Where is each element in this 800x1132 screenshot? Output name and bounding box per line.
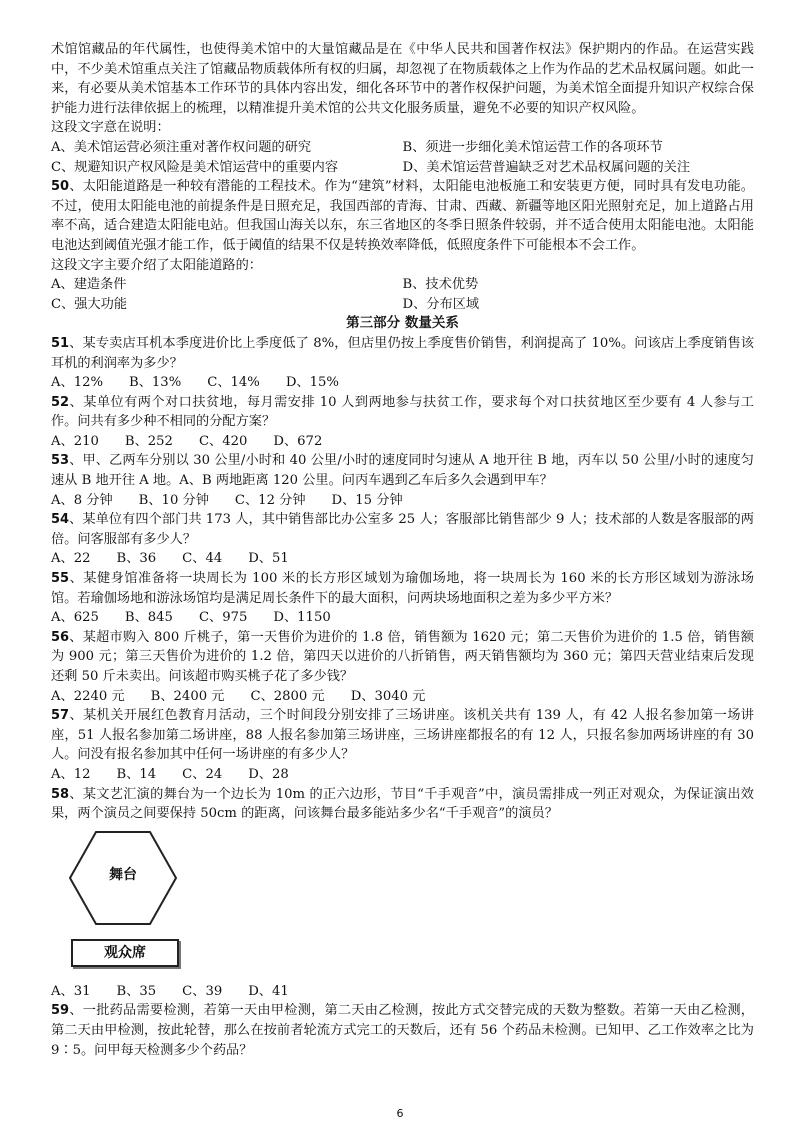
option-b[interactable]: B、10 分钟 (138, 492, 209, 508)
q49-option-a[interactable]: A、美术馆运营必须注重对著作权问题的研究 (51, 139, 312, 155)
question-number: 58 (51, 786, 70, 802)
option-c[interactable]: C、24 (182, 766, 223, 782)
option-d[interactable]: D、41 (248, 983, 289, 999)
option-a[interactable]: A、2240 元 (51, 688, 125, 704)
question-56-options (51, 687, 754, 707)
q49-passage: 术馆馆藏品的年代属性，也使得美术馆中的大量馆藏品是在《中华人民共和国著作权法》保护期内的作品。在运营实践中，不少美术馆重点关注了馆藏品物质载体所有权的归属，却忽视了在物质载体之上作为作品的艺术品权属问题。如此一来，有必要从美术馆基本工作环节的具体内容出发，细化各环节中的著作权保护问题，为美术馆全面提升知识产权综合保护能力进行法律依据上的梳理，以精准提升美术馆的公共文化服务质量，避免不必要的知识产权风险。 (51, 42, 754, 116)
stage-label: 舞台 (109, 866, 137, 883)
question-text: 、某专卖店耳机本季度进价比上季度低了 8%，但店里仍按上季度售价销售，利润提高了 10%。问该店上季度销售该耳机的利润率为多少？ (51, 335, 754, 371)
option-b[interactable]: B、252 (124, 433, 173, 449)
q50-passage (51, 177, 754, 255)
question-text: 、某单位有四个部门共 173 人，其中销售部比办公室多 25 人；客服部比销售部少 9 人；技术部的人数是客服部的两倍。问客服部有多少人？ (51, 512, 754, 547)
q49-option-b[interactable]: B、须进一步细化美术馆运营工作的各项环节 (402, 139, 663, 155)
q49-options (51, 138, 754, 177)
option-c[interactable]: C、44 (182, 551, 223, 567)
question-58-options (51, 982, 754, 1002)
option-b[interactable]: B、845 (124, 610, 173, 626)
question-text: 、某文艺汇演的舞台为一个边长为 10m 的正六边形，节目“千手观音”中，演员需排成一列正对观众，为保证演出效果，两个演员之间要保持 50cm 的距离，问该舞台最多能站多少名“千手观音”的演员？ (51, 786, 754, 822)
audience-box: 观众席 (71, 939, 179, 967)
question-59 (51, 1001, 754, 1060)
question-text: 、某健身馆准备将一块周长为 100 米的长方形区域划为瑜伽场地，将一块周长为 160 米的长方形区域划为游泳场馆。若瑜伽场地和游泳场馆均是满足周长条件下的最大面积，问两块场地面积之差为多少平方米？ (51, 571, 754, 606)
section-title: 第三部分 数量关系 (346, 315, 459, 332)
option-a[interactable]: A、210 (51, 433, 99, 449)
question-number: 52 (51, 394, 70, 410)
option-c[interactable]: C、39 (182, 983, 223, 999)
question-54 (51, 510, 754, 549)
question-58 (51, 785, 754, 824)
question-number: 53 (51, 453, 70, 469)
q49-option-d[interactable]: D、美术馆运营普遍缺乏对艺术品权属问题的关注 (402, 159, 691, 175)
question-number: 54 (51, 512, 70, 528)
option-d[interactable]: D、672 (273, 433, 323, 449)
question-51 (51, 334, 754, 373)
question-55 (51, 569, 754, 608)
stage-figure (51, 824, 754, 982)
question-number: 55 (51, 571, 70, 587)
option-a[interactable]: A、8 分钟 (51, 492, 113, 508)
question-number: 57 (51, 708, 70, 724)
question-55-options (51, 608, 754, 628)
option-d[interactable]: D、28 (248, 766, 289, 782)
stage-hexagon (68, 830, 178, 926)
q50-option-a[interactable]: A、建造条件 (51, 277, 127, 293)
question-number: 56 (51, 629, 70, 645)
option-d[interactable]: D、15% (285, 375, 339, 391)
question-57-options (51, 765, 754, 785)
option-d[interactable]: D、3040 元 (350, 688, 426, 704)
question-51-options (51, 373, 754, 393)
q50-options (51, 275, 754, 314)
question-53-options (51, 491, 754, 511)
option-b[interactable]: B、14 (116, 766, 157, 782)
question-53 (51, 451, 754, 490)
option-a[interactable]: A、12 (51, 766, 91, 782)
question-56 (51, 628, 754, 687)
option-a[interactable]: A、22 (51, 551, 91, 567)
question-52-options (51, 432, 754, 452)
page-content (51, 40, 754, 1060)
q50-prompt: 这段文字主要介绍了太阳能道路的： (51, 257, 262, 273)
question-54-options (51, 549, 754, 569)
option-d[interactable]: D、15 分钟 (331, 492, 403, 508)
option-b[interactable]: B、13% (129, 375, 182, 391)
q50-option-c[interactable]: C、强大功能 (51, 296, 128, 312)
option-a[interactable]: A、12% (51, 375, 104, 391)
question-52 (51, 393, 754, 432)
page-number: 6 (396, 1107, 404, 1120)
q49-option-c[interactable]: C、规避知识产权风险是美术馆运营中的重要内容 (51, 159, 339, 175)
question-number: 59 (51, 1003, 70, 1019)
question-text: 、某超市购入 800 斤桃子，第一天售价为进价的 1.8 倍，销售额为 1620 元；第二天售价为进价的 1.5 倍，销售额为 900 元；第三天售价为进价的 1.2 倍，第四天以进价的八折销售，两天销售额均为 360 元；第四天营业结束后发现还剩 50 斤未卖出。问该超市购买桃子花了多少钱？ (51, 629, 754, 684)
question-number: 51 (51, 335, 70, 351)
q50-text: 、太阳能道路是一种较有潜能的工程技术。作为“建筑”材料，太阳能电池板施工和安装更方便，同时具有发电功能。不过，使用太阳能电池的前提条件是日照充足，我国西部的青海、甘肃、西藏、新疆等地区阳光照射充足，加上道路占用率不高，适合建造太阳能电站。但我国山海关以东，东三省地区的冬季日照条件较弱，并不适合使用太阳能电池。太阳能电池达到阈值光强才能工作，低于阈值的结果不仅是转换效率降低，低照度条件下可能根本不会工作。 (51, 179, 754, 253)
option-c[interactable]: C、12 分钟 (234, 492, 306, 508)
q50-number: 50 (51, 179, 70, 195)
option-a[interactable]: A、625 (51, 610, 99, 626)
option-a[interactable]: A、31 (51, 983, 91, 999)
option-d[interactable]: D、1150 (273, 610, 331, 626)
option-c[interactable]: C、975 (198, 610, 248, 626)
option-c[interactable]: C、2800 元 (250, 688, 325, 704)
question-text: 、一批药品需要检测，若第一天由甲检测，第二天由乙检测，按此方式交替完成的天数为整数。若第一天由乙检测，第二天由甲检测，按此轮替，那么在按前者轮流方式完工的天数后，还有 56 个药品未检测。已知甲、乙工作效率之比为 9∶5。问甲每天检测多少个药品？ (51, 1003, 754, 1058)
q50-option-d[interactable]: D、分布区域 (402, 296, 480, 312)
option-b[interactable]: B、2400 元 (150, 688, 225, 704)
option-d[interactable]: D、51 (248, 551, 289, 567)
q49-prompt: 这段文字意在说明： (51, 120, 170, 136)
option-b[interactable]: B、35 (116, 983, 157, 999)
option-b[interactable]: B、36 (116, 551, 157, 567)
question-text: 、某机关开展红色教育月活动，三个时间段分别安排了三场讲座。该机关共有 139 人，有 42 人报名参加第一场讲座，51 人报名参加第二场讲座，88 人报名参加第三场讲座，三场讲座都报名的有 12 人，只报名参加两场讲座的有 30 人。问没有报名参加其中任何一场讲座的有多少人？ (51, 708, 754, 763)
question-57 (51, 706, 754, 765)
option-c[interactable]: C、14% (207, 375, 260, 391)
q50-option-b[interactable]: B、技术优势 (402, 277, 479, 293)
option-c[interactable]: C、420 (198, 433, 248, 449)
question-list (51, 334, 754, 1060)
question-text: 、某单位有两个对口扶贫地，每月需安排 10 人到两地参与扶贫工作，要求每个对口扶贫地区至少要有 4 人参与工作。问共有多少种不相同的分配方案？ (51, 394, 754, 430)
question-text: 、甲、乙两车分别以 30 公里/小时和 40 公里/小时的速度同时匀速从 A 地开往 B 地，丙车以 50 公里/小时的速度匀速从 B 地开往 A 地。A、B 两地距离 120 公里。问丙车遇到乙车后多久会遇到甲车？ (51, 453, 754, 489)
